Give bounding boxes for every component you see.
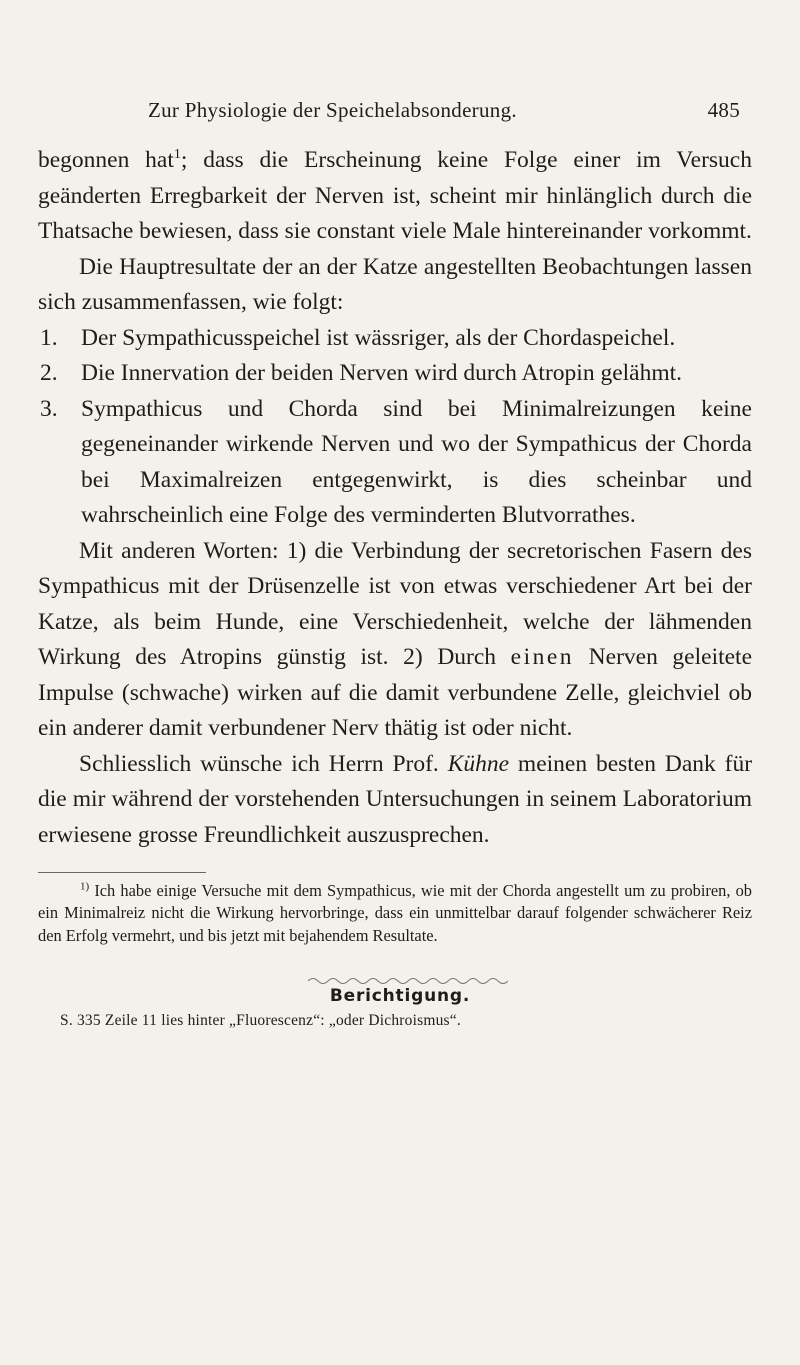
result-number: 2. bbox=[40, 360, 58, 386]
footnote-reference: 1 bbox=[173, 147, 181, 163]
paragraph-3-part-a: Mit anderen Worten: 1) die Verbindung der secretorischen Fasern des Sympathicus mit der Drüsenzelle ist von etwas verschiedener Art bei der Katze, als beim Hunde, eine Verschiedenheit, welche der lähmenden Wirkung des Atropins günstig ist. 2) Durch bbox=[38, 537, 752, 670]
wavy-divider bbox=[308, 976, 508, 986]
correction-heading: Berichtigung. bbox=[329, 986, 471, 1006]
running-head-title: Zur Physiologie der Speichelabsonderung. bbox=[148, 98, 517, 122]
paragraph-1-rest: ; dass die Erscheinung keine Folge einer im Versuch geänderten Erregbarkeit der Nerven ist, scheint mir hinlänglich durch die Thatsache bewiesen, dass sie constant viele Male hintereinander vorkommt. bbox=[38, 147, 752, 244]
result-text: Sympathicus und Chorda sind bei Minimalreizungen keine gegeneinander wirkende Nerven und wo der Sympathicus der Chorda bei Maximalreizen entgegenwirkt, is dies scheinbar und wahrscheinlich eine Folge des verminderten Blutvorrathes. bbox=[81, 395, 752, 528]
page-number: 485 bbox=[707, 98, 740, 122]
paragraph-2: Die Hauptresultate der an der Katze angestellten Beobachtungen lassen sich zusammenfassen, wie folgt: bbox=[38, 253, 752, 315]
result-text: Der Sympathicusspeichel ist wässriger, als der Chordaspeichel. bbox=[81, 324, 676, 351]
footnote-paragraph bbox=[38, 880, 752, 947]
paragraph-1 bbox=[38, 143, 752, 250]
paragraph-3 bbox=[38, 534, 752, 747]
paragraph-4-part-b: meinen besten Dank für die mir während der vorstehenden Untersuchungen in seinem Laboratorium erwiesene grosse Freundlichkeit auszusprechen. bbox=[38, 750, 753, 848]
result-text: Die Innervation der beiden Nerven wird durch Atropin gelähmt. bbox=[81, 360, 683, 386]
footnote-mark: 1) bbox=[80, 880, 90, 893]
paragraph-1-start: begonnen hat bbox=[38, 147, 174, 173]
paragraph-3-part-b: Nerven geleitete Impulse (schwache) wirken auf die damit verbundene Zelle, gleichviel ob ein anderer damit verbundener Nerv thätig ist oder nicht. bbox=[38, 644, 753, 741]
paragraph-4-part-a: Schliesslich wünsche ich Herrn Prof. bbox=[79, 750, 439, 777]
spaced-emphasis: einen bbox=[510, 644, 575, 670]
correction-text: S. 335 Zeile 11 lies hinter „Fluorescenz“: „oder Dichroismus“. bbox=[60, 1012, 461, 1029]
footnote bbox=[38, 880, 752, 947]
footnote-rule bbox=[38, 872, 206, 873]
result-number: 3. bbox=[40, 395, 58, 422]
running-head bbox=[148, 98, 740, 128]
result-item-2 bbox=[38, 356, 752, 392]
result-item-1 bbox=[38, 321, 752, 357]
footnote-text: Ich habe einige Versuche mit dem Sympathicus, wie mit der Chorda angestellt um zu probiren, ob ein Minimalreiz nicht die Wirkung hervorbringe, dass ein unmittelbar darauf folgender schwächerer Reiz den Erfolg vermehrt, und bis jetzt mit bejahendem Resultate. bbox=[38, 881, 752, 945]
body-text bbox=[38, 143, 752, 853]
paragraph-4 bbox=[38, 747, 752, 854]
results-list bbox=[38, 321, 752, 534]
result-number: 1. bbox=[40, 324, 58, 351]
person-name: Kühne bbox=[447, 750, 510, 777]
result-item-3 bbox=[38, 392, 752, 534]
